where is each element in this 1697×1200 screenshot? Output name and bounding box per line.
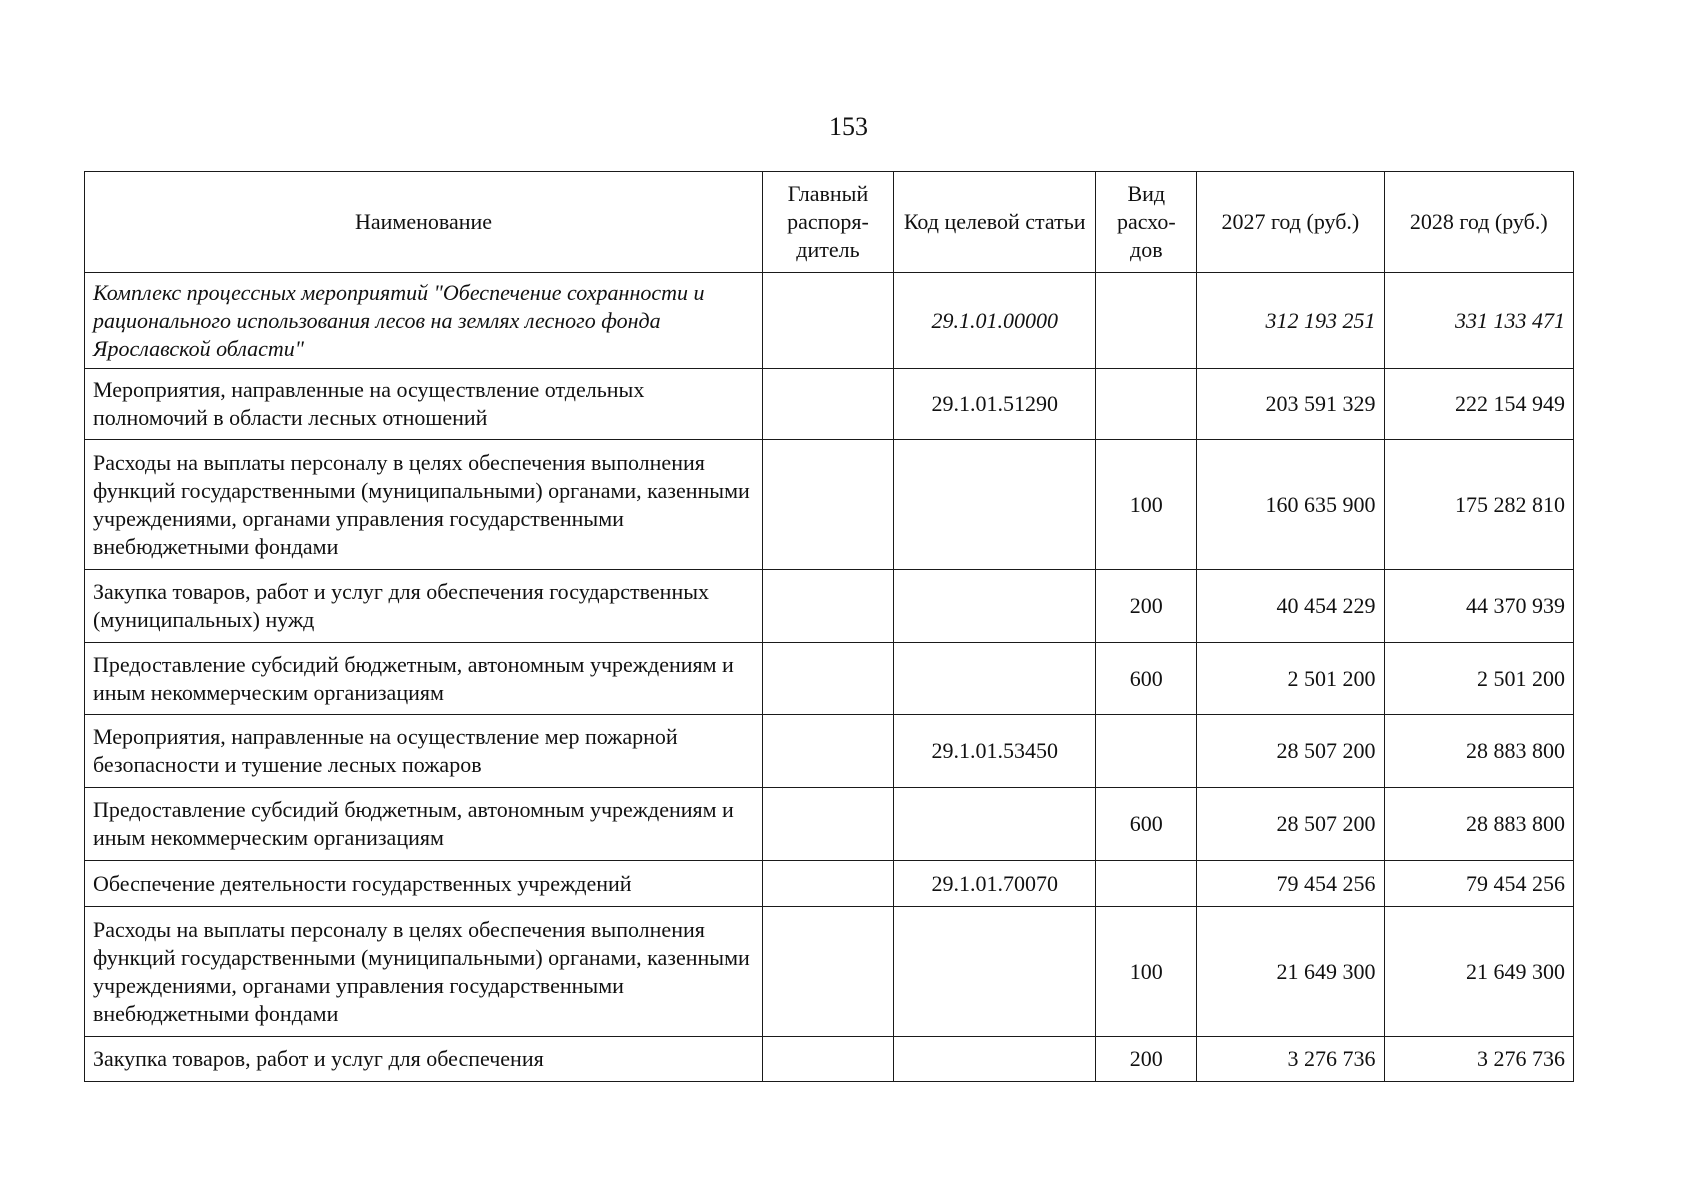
- row-code: [893, 788, 1095, 861]
- table-row: [85, 369, 1574, 440]
- row-year-2027: 79 454 256: [1197, 861, 1384, 907]
- row-code: [893, 1037, 1095, 1082]
- header-name: Наименование: [85, 172, 763, 273]
- table-body: [85, 273, 1574, 1082]
- table-header-row: [85, 172, 1574, 273]
- row-code: 29.1.01.70070: [893, 861, 1095, 907]
- row-name: Мероприятия, направленные на осуществление мер пожарной безопасности и тушение лесных пожаров: [85, 715, 763, 788]
- row-year-2027: 203 591 329: [1197, 369, 1384, 440]
- header-year-2028: 2028 год (руб.): [1384, 172, 1573, 273]
- row-name: Комплекс процессных мероприятий "Обеспечение сохранности и рационального использования лесов на землях лесного фонда Ярославской области": [85, 273, 763, 369]
- row-year-2028: 3 276 736: [1384, 1037, 1573, 1082]
- header-kind: Вид расхо-дов: [1096, 172, 1197, 273]
- row-name: Закупка товаров, работ и услуг для обеспечения: [85, 1037, 763, 1082]
- row-admin: [763, 715, 894, 788]
- row-year-2028: 28 883 800: [1384, 715, 1573, 788]
- table-row: [85, 643, 1574, 715]
- row-year-2027: 160 635 900: [1197, 440, 1384, 570]
- row-admin: [763, 1037, 894, 1082]
- row-name: Обеспечение деятельности государственных учреждений: [85, 861, 763, 907]
- header-code: Код целевой статьи: [893, 172, 1095, 273]
- row-year-2028: 2 501 200: [1384, 643, 1573, 715]
- row-year-2028: 79 454 256: [1384, 861, 1573, 907]
- row-year-2028: 21 649 300: [1384, 907, 1573, 1037]
- row-name: Расходы на выплаты персоналу в целях обеспечения выполнения функций государственными (муниципальными) органами, казенными учреждениями, органами управления государственными внебюджетными фондами: [85, 440, 763, 570]
- row-code: [893, 570, 1095, 643]
- row-admin: [763, 861, 894, 907]
- row-year-2028: 331 133 471: [1384, 273, 1573, 369]
- row-year-2028: 175 282 810: [1384, 440, 1573, 570]
- row-year-2027: 28 507 200: [1197, 715, 1384, 788]
- row-kind: [1096, 715, 1197, 788]
- row-kind: 100: [1096, 907, 1197, 1037]
- row-code: 29.1.01.00000: [893, 273, 1095, 369]
- row-year-2027: 2 501 200: [1197, 643, 1384, 715]
- table-row: [85, 715, 1574, 788]
- row-year-2027: 21 649 300: [1197, 907, 1384, 1037]
- row-admin: [763, 273, 894, 369]
- row-name: Закупка товаров, работ и услуг для обеспечения государственных (муниципальных) нужд: [85, 570, 763, 643]
- row-kind: 200: [1096, 570, 1197, 643]
- header-admin: Главный распоря-дитель: [763, 172, 894, 273]
- row-year-2028: 44 370 939: [1384, 570, 1573, 643]
- row-admin: [763, 788, 894, 861]
- page-number: 153: [829, 112, 868, 141]
- table-row: [85, 861, 1574, 907]
- row-code: 29.1.01.53450: [893, 715, 1095, 788]
- row-admin: [763, 369, 894, 440]
- table-row: [85, 1037, 1574, 1082]
- row-admin: [763, 907, 894, 1037]
- table-row: [85, 570, 1574, 643]
- table-row: [85, 907, 1574, 1037]
- table-row: [85, 273, 1574, 369]
- row-year-2028: 222 154 949: [1384, 369, 1573, 440]
- row-admin: [763, 440, 894, 570]
- row-name: Расходы на выплаты персоналу в целях обеспечения выполнения функций государственными (муниципальными) органами, казенными учреждениями, органами управления государственными внебюджетными фондами: [85, 907, 763, 1037]
- row-year-2028: 28 883 800: [1384, 788, 1573, 861]
- row-admin: [763, 570, 894, 643]
- row-kind: [1096, 369, 1197, 440]
- row-year-2027: 312 193 251: [1197, 273, 1384, 369]
- row-kind: 600: [1096, 643, 1197, 715]
- row-name: Мероприятия, направленные на осуществление отдельных полномочий в области лесных отношений: [85, 369, 763, 440]
- row-kind: [1096, 273, 1197, 369]
- header-year-2027: 2027 год (руб.): [1197, 172, 1384, 273]
- row-admin: [763, 643, 894, 715]
- table-row: [85, 440, 1574, 570]
- row-code: [893, 643, 1095, 715]
- row-year-2027: 3 276 736: [1197, 1037, 1384, 1082]
- row-kind: [1096, 861, 1197, 907]
- table-row: [85, 788, 1574, 861]
- row-year-2027: 28 507 200: [1197, 788, 1384, 861]
- row-code: [893, 907, 1095, 1037]
- row-year-2027: 40 454 229: [1197, 570, 1384, 643]
- row-kind: 100: [1096, 440, 1197, 570]
- row-kind: 600: [1096, 788, 1197, 861]
- row-name: Предоставление субсидий бюджетным, автономным учреждениям и иным некоммерческим организациям: [85, 788, 763, 861]
- row-code: [893, 440, 1095, 570]
- row-name: Предоставление субсидий бюджетным, автономным учреждениям и иным некоммерческим организациям: [85, 643, 763, 715]
- row-kind: 200: [1096, 1037, 1197, 1082]
- budget-table: [84, 171, 1574, 1082]
- row-code: 29.1.01.51290: [893, 369, 1095, 440]
